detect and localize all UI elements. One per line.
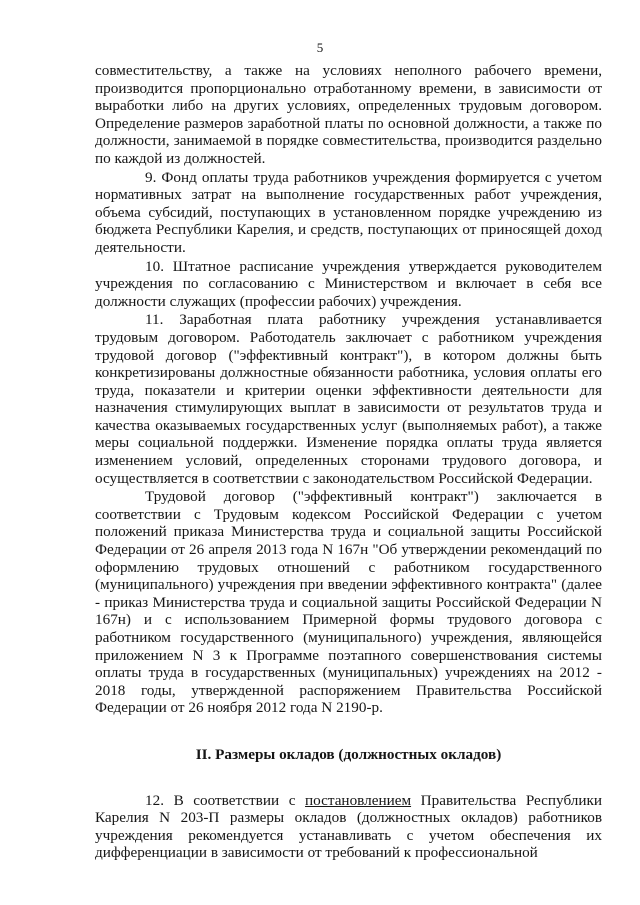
paragraph-11: 11. Заработная плата работнику учреждения устанавливается трудовым договором. Работодатель заключает с работником учреждения трудовой договор ("эффективный контракт"), в котором должны быть конкретизированы должностные обязанности работника, условия оплаты его труда, показатели и критерии оценки эффективности деятельности для назначения стимулирующих выплат в зависимости от результатов труда и качества оказываемых государственных услуг (выполняемых работ), а также меры социальной поддержки. Изменение порядка оплаты труда является изменением условий, определенных сторонами трудового договора, и осуществляется в соответствии с законодательством Российской Федерации.	[95, 311, 602, 487]
document-body	[95, 62, 602, 862]
paragraph-12-prefix: 12. В соответствии с	[145, 791, 306, 809]
paragraph-12	[95, 792, 602, 862]
paragraph-10: 10. Штатное расписание учреждения утверждается руководителем учреждения по согласованию с Министерством и включает в себя все должности служащих (профессии рабочих) учреждения.	[95, 257, 602, 310]
paragraph-continuation: совместительству, а также на условиях неполного рабочего времени, производится пропорционально отработанному времени, в зависимости от выработки либо на других условиях, определенных трудовым договором. Определение размеров заработной платы по основной должности, а также по должности, занимаемой в порядке совместительства, производится раздельно по каждой из должностей.	[95, 62, 602, 167]
paragraph-11-contract: Трудовой договор ("эффективный контракт") заключается в соответствии с Трудовым кодексом Российской Федерации с учетом положений приказа Министерства труда и социальной защиты Российской Федерации от 26 апреля 2013 года N 167н "Об утверждении рекомендаций по оформлению трудовых отношений с работником государственного (муниципального) учреждения при введении эффективного контракта" (далее - приказ Министерства труда и социальной защиты Российской Федерации N 167н) и с использованием Примерной формы трудового договора с работником государственного (муниципального) учреждения, являющейся приложением N 3 к Программе поэтапного совершенствования системы оплаты труда в государственных (муниципальных) учреждениях на 2012 - 2018 годы, утвержденной распоряжением Правительства Российской Федерации от 26 ноября 2012 года N 2190-р.	[95, 488, 602, 717]
paragraph-9: 9. Фонд оплаты труда работников учреждения формируется с учетом нормативных затрат на выполнение государственных работ учреждения, объема субсидий, поступающих в установленном порядке учреждению из бюджета Республики Карелия, и средств, поступающих от приносящей доход деятельности.	[95, 168, 602, 256]
section-heading: II. Размеры окладов (должностных окладов)	[195, 745, 502, 763]
paragraph-12-rest: Правительства Республики Карелия N 203-П размеры окладов (должностных окладов) работников учреждения рекомендуется устанавливать с учетом обеспечения их дифференциации в зависимости от требований к профессиональной	[95, 791, 603, 862]
resolution-link[interactable]: постановлением	[305, 791, 412, 809]
page-number: 5	[316, 40, 324, 55]
